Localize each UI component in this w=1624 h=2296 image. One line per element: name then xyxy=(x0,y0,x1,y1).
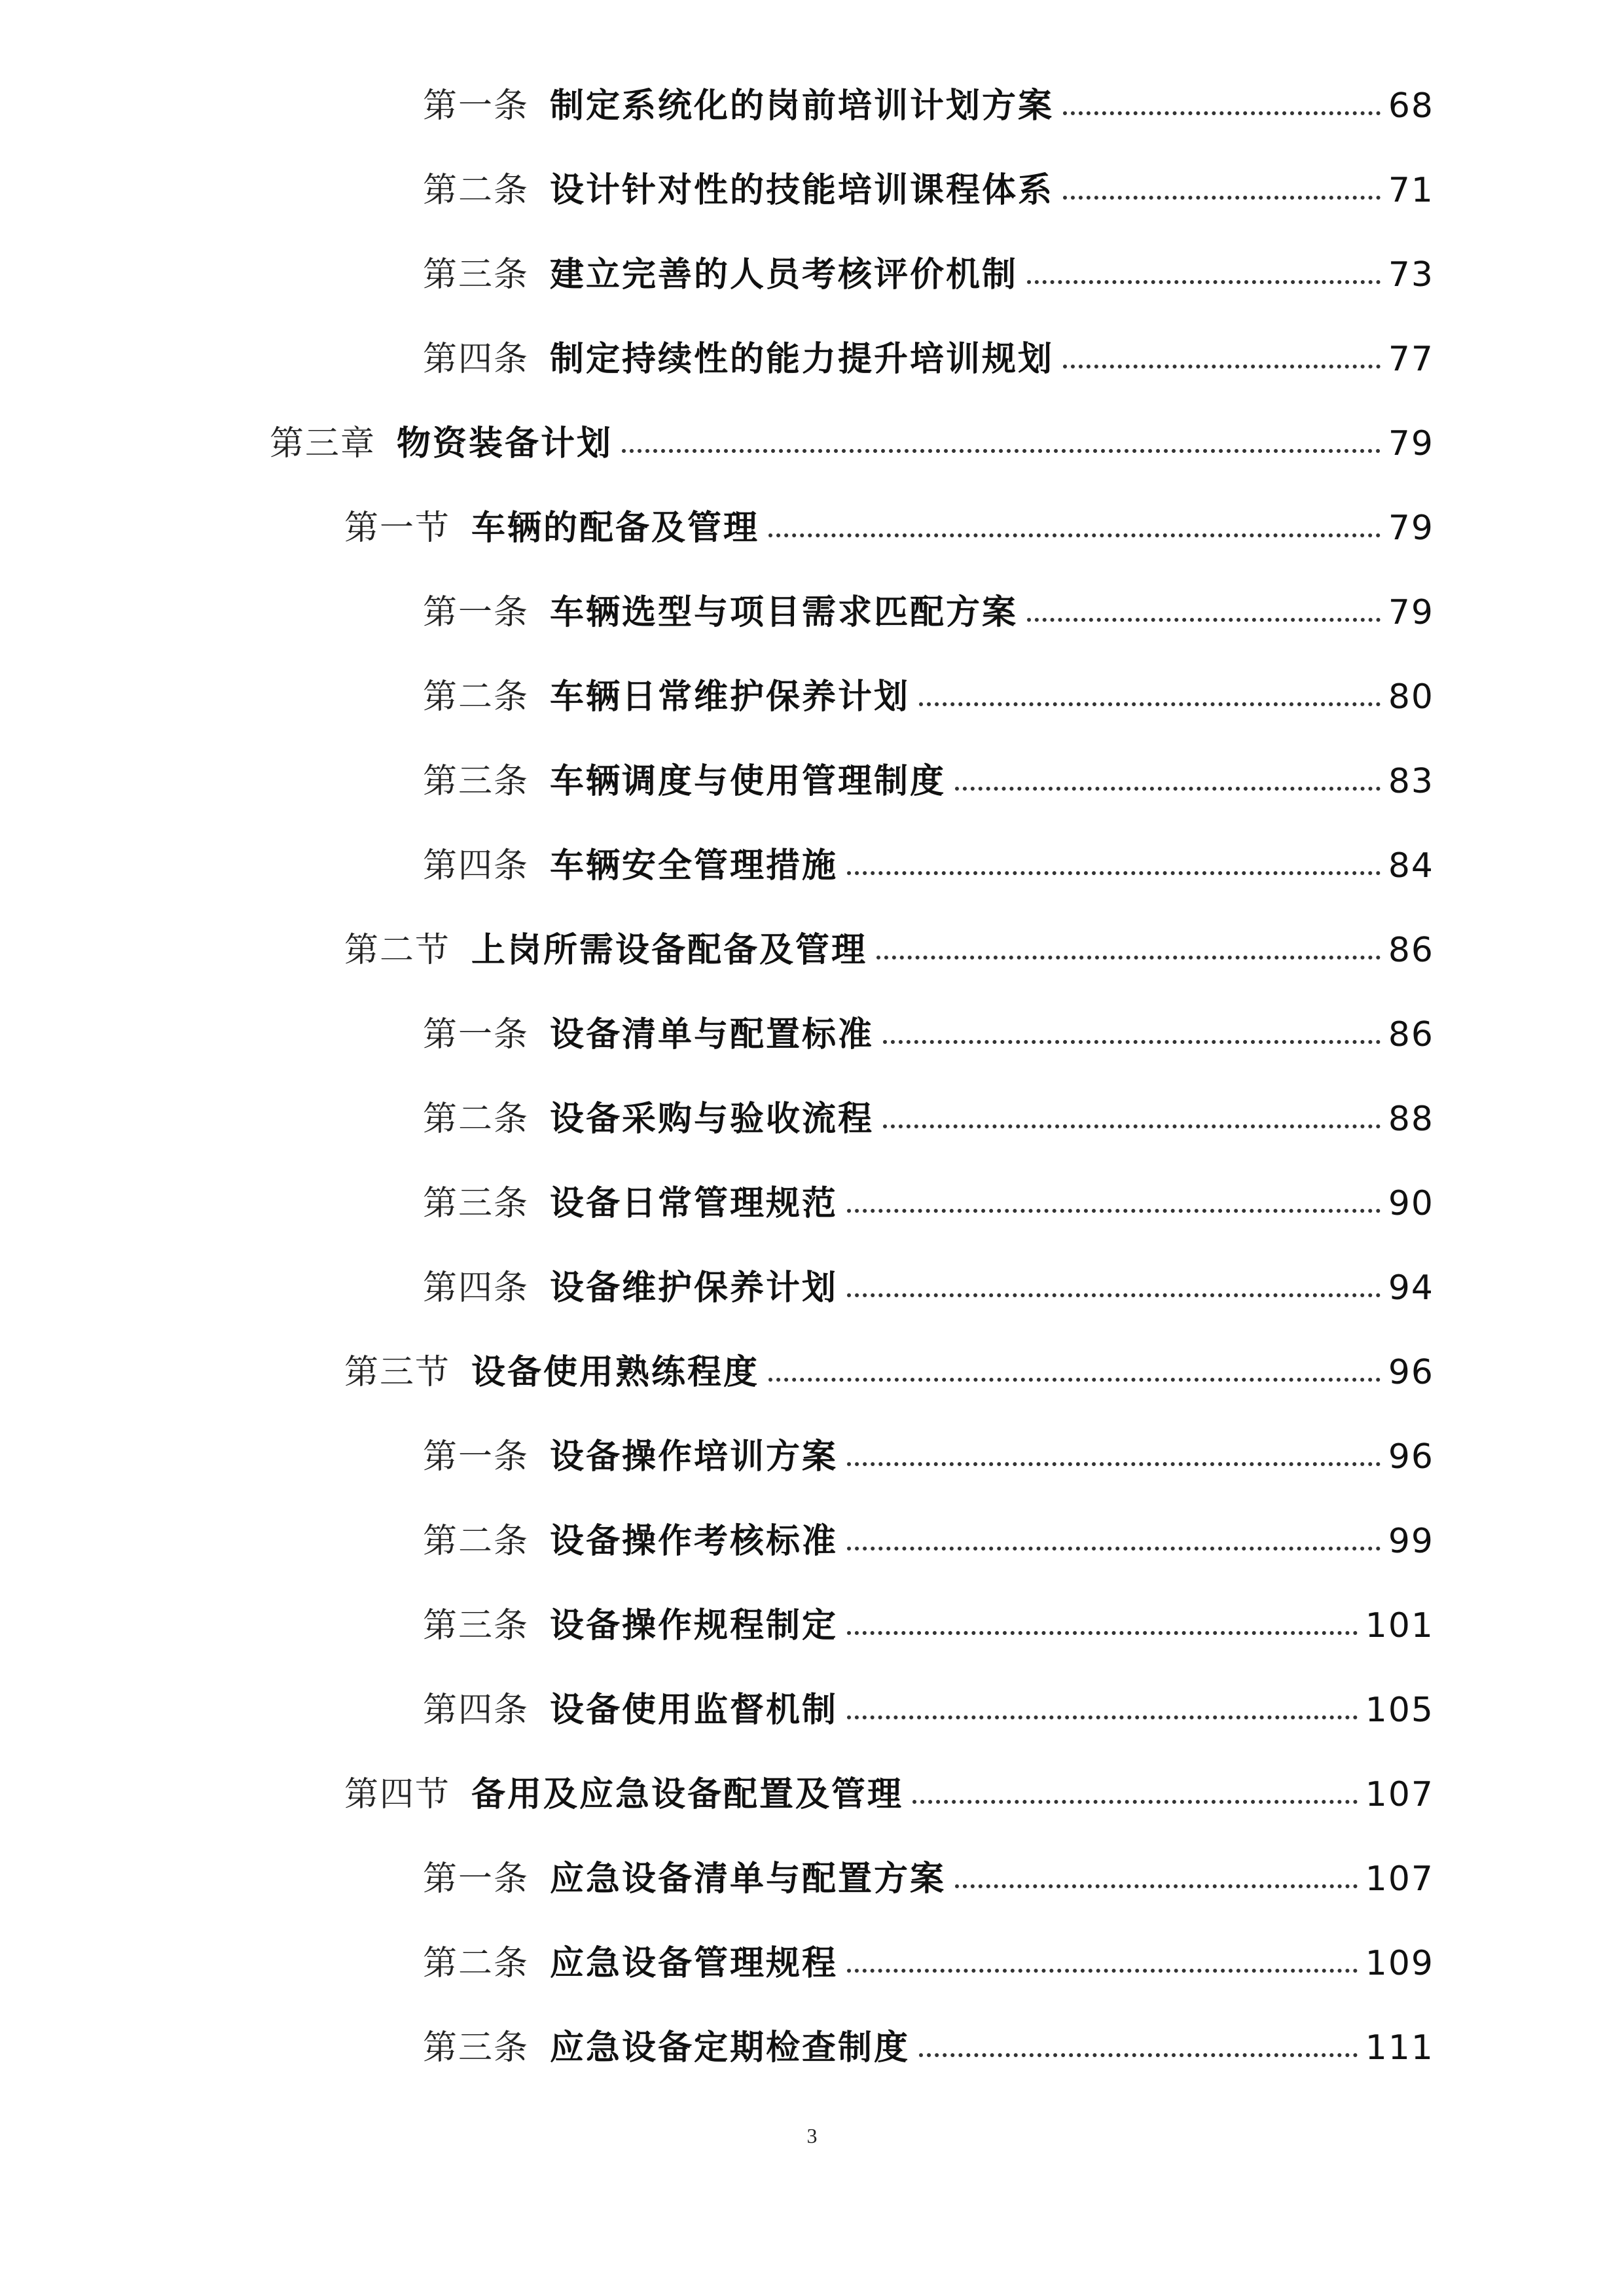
toc-entry-title: 车辆日常维护保养计划 xyxy=(550,677,911,717)
toc-entry[interactable] xyxy=(423,333,1434,386)
toc-entry-number: 第四条 xyxy=(423,846,530,886)
toc-entry-page: 101 xyxy=(1365,1606,1434,1645)
toc-entry-number: 第一条 xyxy=(423,1437,530,1477)
toc-entry-number: 第四条 xyxy=(423,340,530,379)
dot-leader xyxy=(955,787,1380,791)
dot-leader xyxy=(919,2053,1358,2057)
toc-entry-number: 第二条 xyxy=(423,677,530,717)
toc-entry-title: 备用及应急设备配置及管理 xyxy=(471,1775,904,1814)
dot-leader xyxy=(847,1209,1380,1213)
toc-entry-number: 第三章 xyxy=(270,424,376,463)
toc-entry[interactable] xyxy=(423,586,1434,639)
toc-entry-page: 80 xyxy=(1388,677,1434,717)
toc-entry[interactable] xyxy=(423,164,1434,217)
toc-entry-number: 第二条 xyxy=(423,1944,530,1983)
toc-entry-page: 71 xyxy=(1388,171,1434,210)
dot-leader xyxy=(847,1293,1380,1297)
toc-entry-number: 第四条 xyxy=(423,1691,530,1730)
toc-entry-number: 第四条 xyxy=(423,1268,530,1308)
dot-leader xyxy=(1063,196,1380,200)
toc-entry-number: 第一条 xyxy=(423,86,530,126)
toc-entry-number: 第一条 xyxy=(423,593,530,632)
toc-entry[interactable] xyxy=(423,1600,1434,1652)
dot-leader xyxy=(768,1378,1380,1382)
toc-entry-title: 建立完善的人员考核评价机制 xyxy=(550,255,1019,295)
dot-leader xyxy=(912,1800,1358,1804)
page-number: 3 xyxy=(806,2124,818,2147)
toc-entry[interactable] xyxy=(423,755,1434,808)
toc-entry-page: 79 xyxy=(1388,509,1434,548)
dot-leader xyxy=(876,956,1380,960)
toc-entry[interactable] xyxy=(423,1009,1434,1061)
toc-entry-title: 应急设备清单与配置方案 xyxy=(550,1859,947,1899)
toc-entry-number: 第一节 xyxy=(344,509,451,548)
toc-entry-page: 83 xyxy=(1388,762,1434,801)
toc-entry-title: 设备操作考核标准 xyxy=(550,1522,839,1561)
toc-entry-number: 第二条 xyxy=(423,171,530,210)
toc-entry-number: 第四节 xyxy=(344,1775,451,1814)
toc-entry-page: 84 xyxy=(1388,846,1434,886)
toc-entry-title: 物资装备计划 xyxy=(397,424,613,463)
dot-leader xyxy=(919,702,1380,706)
toc-entry-page: 99 xyxy=(1388,1522,1434,1561)
dot-leader xyxy=(955,1884,1358,1888)
toc-entry-page: 86 xyxy=(1388,1015,1434,1054)
toc-entry[interactable] xyxy=(423,1515,1434,1568)
toc-entry-page: 68 xyxy=(1388,86,1434,126)
toc-entry-number: 第三条 xyxy=(423,1606,530,1645)
toc-entry-page: 90 xyxy=(1388,1184,1434,1223)
toc-entry[interactable] xyxy=(423,1262,1434,1314)
toc-entry-title: 设计针对性的技能培训课程体系 xyxy=(550,171,1055,210)
toc-entry-title: 应急设备定期检查制度 xyxy=(550,2028,911,2068)
toc-entry[interactable] xyxy=(423,840,1434,892)
toc-entry-title: 应急设备管理规程 xyxy=(550,1944,839,1983)
toc-entry[interactable] xyxy=(344,1346,1434,1399)
toc-entry-number: 第三节 xyxy=(344,1353,451,1392)
toc-entry-number: 第二条 xyxy=(423,1100,530,1139)
toc-entry-number: 第三条 xyxy=(423,2028,530,2068)
toc-entry-title: 设备清单与配置标准 xyxy=(550,1015,875,1054)
toc-entry-number: 第一条 xyxy=(423,1015,530,1054)
dot-leader xyxy=(768,533,1380,537)
toc-entry-number: 第三条 xyxy=(423,255,530,295)
dot-leader xyxy=(1027,280,1380,284)
toc-entry[interactable] xyxy=(344,502,1434,554)
toc-entry-title: 设备日常管理规范 xyxy=(550,1184,839,1223)
toc-entry-number: 第二条 xyxy=(423,1522,530,1561)
toc-entry-page: 107 xyxy=(1365,1775,1434,1814)
toc-entry-title: 车辆安全管理措施 xyxy=(550,846,839,886)
toc-entry[interactable] xyxy=(423,1937,1434,1990)
toc-entry-title: 车辆的配备及管理 xyxy=(471,509,760,548)
dot-leader xyxy=(847,871,1380,875)
dot-leader xyxy=(1063,365,1380,368)
dot-leader xyxy=(847,1715,1358,1719)
dot-leader xyxy=(1063,111,1380,115)
dot-leader xyxy=(847,1547,1380,1551)
toc-entry-number: 第三条 xyxy=(423,1184,530,1223)
toc-entry-page: 73 xyxy=(1388,255,1434,295)
toc-entry-page: 88 xyxy=(1388,1100,1434,1139)
dot-leader xyxy=(847,1969,1358,1973)
toc-entry[interactable] xyxy=(423,249,1434,301)
toc-entry-title: 制定系统化的岗前培训计划方案 xyxy=(550,86,1055,126)
dot-leader xyxy=(883,1124,1380,1128)
toc-entry-page: 79 xyxy=(1388,593,1434,632)
toc-entry-title: 设备操作规程制定 xyxy=(550,1606,839,1645)
toc-entry[interactable] xyxy=(423,1431,1434,1483)
toc-entry-title: 车辆选型与项目需求匹配方案 xyxy=(550,593,1019,632)
toc-entry[interactable] xyxy=(423,1684,1434,1736)
toc-entry[interactable] xyxy=(423,671,1434,723)
toc-entry[interactable] xyxy=(423,1177,1434,1230)
toc-entry-title: 车辆调度与使用管理制度 xyxy=(550,762,947,801)
toc-entry-page: 107 xyxy=(1365,1859,1434,1899)
toc-entry-title: 设备使用监督机制 xyxy=(550,1691,839,1730)
toc-entry[interactable] xyxy=(270,418,1434,470)
toc-entry-title: 设备采购与验收流程 xyxy=(550,1100,875,1139)
toc-entry-page: 96 xyxy=(1388,1437,1434,1477)
toc-entry-page: 105 xyxy=(1365,1691,1434,1730)
toc-entry[interactable] xyxy=(423,1093,1434,1145)
toc-entry-title: 设备操作培训方案 xyxy=(550,1437,839,1477)
toc-entry-title: 设备使用熟练程度 xyxy=(471,1353,760,1392)
toc-entry-page: 111 xyxy=(1365,2028,1434,2068)
toc-entry[interactable] xyxy=(344,924,1434,977)
toc-entry[interactable] xyxy=(423,1853,1434,1905)
dot-leader xyxy=(622,449,1380,453)
toc-entry-title: 设备维护保养计划 xyxy=(550,1268,839,1308)
toc-entry-number: 第三条 xyxy=(423,762,530,801)
dot-leader xyxy=(847,1462,1380,1466)
toc-entry[interactable] xyxy=(423,80,1434,132)
toc-entry-title: 制定持续性的能力提升培训规划 xyxy=(550,340,1055,379)
toc-entry-page: 79 xyxy=(1388,424,1434,463)
toc-entry[interactable] xyxy=(344,1768,1434,1821)
toc-entry-number: 第二节 xyxy=(344,931,451,970)
dot-leader xyxy=(1027,618,1380,622)
toc-entry[interactable] xyxy=(423,2022,1434,2074)
toc-entry-number: 第一条 xyxy=(423,1859,530,1899)
dot-leader xyxy=(847,1631,1358,1635)
toc-entry-page: 109 xyxy=(1365,1944,1434,1983)
toc-entry-page: 94 xyxy=(1388,1268,1434,1308)
toc-entry-title: 上岗所需设备配备及管理 xyxy=(471,931,868,970)
toc-entry-page: 86 xyxy=(1388,931,1434,970)
toc-entry-page: 77 xyxy=(1388,340,1434,379)
dot-leader xyxy=(883,1040,1380,1044)
toc-entry-page: 96 xyxy=(1388,1353,1434,1392)
